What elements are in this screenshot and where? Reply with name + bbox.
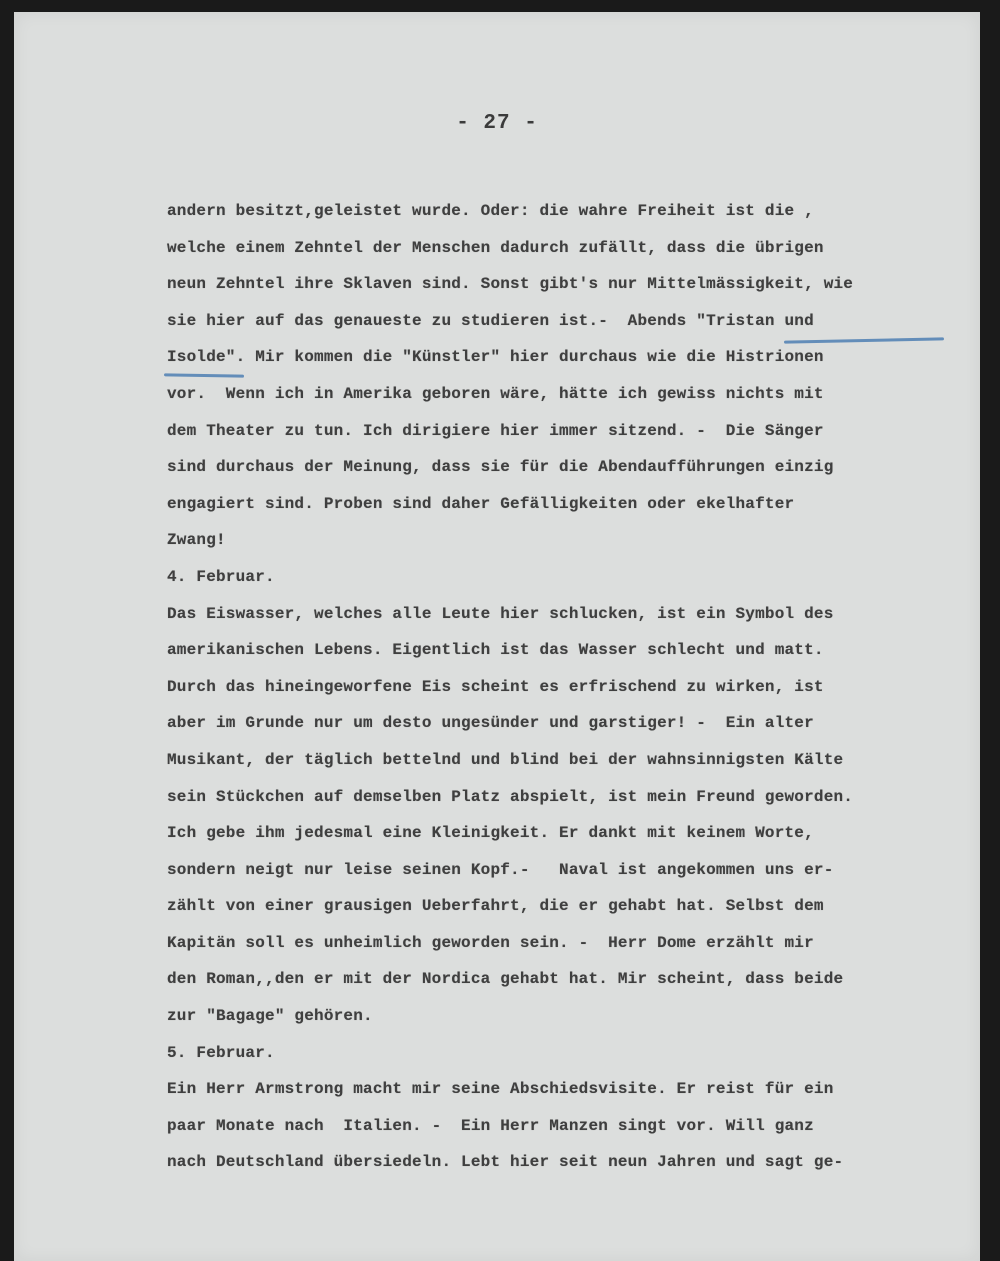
text-line: engagiert sind. Proben sind daher Gefälligkeiten oder ekelhafter (167, 494, 795, 513)
text-line: den Roman,,den er mit der Nordica gehabt hat. Mir scheint, dass beide (167, 970, 844, 989)
text-line: Isolde". Mir kommen die "Künstler" hier durchaus wie die Histrionen (167, 348, 824, 367)
text-line: Das Eiswasser, welches alle Leute hier schlucken, ist ein Symbol des (167, 604, 834, 623)
text-line: Ein Herr Armstrong macht mir seine Abschiedsvisite. Er reist für ein (167, 1080, 834, 1099)
text-line: sie hier auf das genaueste zu studieren ist.- Abends "Tristan und (167, 311, 814, 330)
text-line: zählt von einer grausigen Ueberfahrt, die er gehabt hat. Selbst dem (167, 897, 824, 916)
text-line: Zwang! (167, 531, 226, 550)
text-line: Durch das hineingeworfene Eis scheint es erfrischend zu wirken, ist (167, 677, 824, 696)
document-page (14, 12, 980, 1261)
typed-body-text (167, 193, 957, 1181)
page-number: - 27 - (456, 112, 538, 135)
text-line: 4. Februar. (167, 567, 275, 586)
text-line: neun Zehntel ihre Sklaven sind. Sonst gibt's nur Mittelmässigkeit, wie (167, 275, 854, 294)
text-line: zur "Bagage" gehören. (167, 1007, 373, 1026)
text-line: andern besitzt,geleistet wurde. Oder: die wahre Freiheit ist die , (167, 202, 814, 220)
text-line: welche einem Zehntel der Menschen dadurch zufällt, dass die übrigen (167, 238, 824, 257)
text-line: vor. Wenn ich in Amerika geboren wäre, hätte ich gewiss nichts mit (167, 384, 824, 403)
text-line: aber im Grunde nur um desto ungesünder und garstiger! - Ein alter (167, 714, 814, 733)
text-line: Ich gebe ihm jedesmal eine Kleinigkeit. Er dankt mit keinem Worte, (167, 824, 814, 843)
text-line: nach Deutschland übersiedeln. Lebt hier seit neun Jahren und sagt ge- (167, 1153, 844, 1172)
text-line: 5. Februar. (167, 1043, 275, 1062)
text-line: paar Monate nach Italien. - Ein Herr Manzen singt vor. Will ganz (167, 1116, 814, 1135)
text-line: Kapitän soll es unheimlich geworden sein. - Herr Dome erzählt mir (167, 933, 814, 952)
text-line: sondern neigt nur leise seinen Kopf.- Naval ist angekommen uns er- (167, 860, 834, 879)
text-line: sein Stückchen auf demselben Platz abspielt, ist mein Freund geworden. (167, 787, 854, 806)
text-line: dem Theater zu tun. Ich dirigiere hier immer sitzend. - Die Sänger (167, 421, 824, 440)
text-line: amerikanischen Lebens. Eigentlich ist das Wasser schlecht und matt. (167, 641, 824, 660)
text-line: Musikant, der täglich bettelnd und blind bei der wahnsinnigsten Kälte (167, 750, 844, 769)
text-line: sind durchaus der Meinung, dass sie für die Abendaufführungen einzig (167, 458, 834, 477)
